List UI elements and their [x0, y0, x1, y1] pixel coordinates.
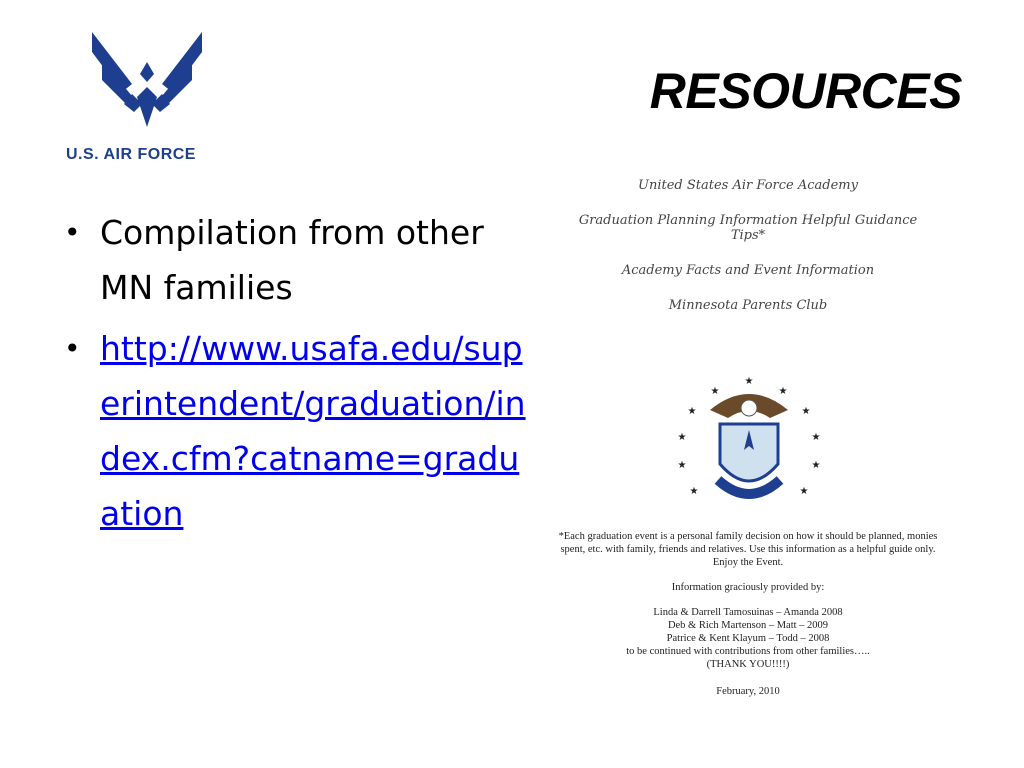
svg-text:★: ★ — [687, 406, 697, 417]
bullet-text: Compilation from other MN families — [100, 213, 484, 307]
doc-contributor-line: to be continued with contributions from other families….. — [626, 646, 870, 657]
logo-text: U.S. AIR FORCE — [66, 146, 196, 163]
bullet-item — [58, 205, 538, 315]
doc-line-guidance: Graduation Planning Information Helpful Guidance Tips* — [578, 213, 918, 243]
svg-text:★: ★ — [744, 376, 754, 387]
doc-contributor-line: Patrice & Kent Klayum – Todd – 2008 — [666, 633, 830, 644]
svg-text:★: ★ — [811, 460, 821, 471]
svg-text:★: ★ — [778, 386, 788, 397]
air-force-wings-icon — [92, 32, 202, 132]
svg-text:★: ★ — [811, 432, 821, 443]
doc-line-academy: United States Air Force Academy — [638, 178, 858, 193]
svg-text:★: ★ — [710, 386, 720, 397]
doc-line-facts: Academy Facts and Event Information — [621, 263, 875, 278]
doc-provided-by: Information graciously provided by: — [671, 582, 825, 593]
bullet-dot: • — [64, 332, 81, 365]
doc-contributors — [558, 606, 938, 671]
air-force-logo — [60, 32, 235, 167]
document-thumbnail — [548, 170, 948, 697]
doc-line-club: Minnesota Parents Club — [668, 298, 828, 313]
doc-contributor-line: Deb & Rich Martenson – Matt – 2009 — [667, 620, 829, 631]
doc-contributor-line: (THANK YOU!!!!) — [706, 659, 790, 670]
bullet-dot: • — [64, 216, 81, 249]
slide-title: RESOURCES — [649, 63, 962, 119]
svg-text:★: ★ — [677, 432, 687, 443]
doc-note: *Each graduation event is a personal family decision on how it should be planned, monies spent, etc. with family, friends and relatives. Use this information as a helpful guide only. Enjoy the Event. — [558, 531, 938, 568]
svg-text:★: ★ — [689, 486, 699, 497]
graduation-link[interactable]: http://www.usafa.edu/superintendent/graduation/index.cfm?catname=graduation — [100, 329, 526, 533]
svg-text:★: ★ — [801, 406, 811, 417]
svg-text:★: ★ — [677, 460, 687, 471]
doc-date: February, 2010 — [716, 686, 780, 697]
svg-text:★: ★ — [799, 486, 809, 497]
doc-contributor-line: Linda & Darrell Tamosuinas – Amanda 2008 — [653, 607, 843, 618]
bullet-list — [58, 205, 538, 547]
air-force-academy-seal-icon — [660, 368, 838, 528]
bullet-item — [58, 321, 538, 541]
